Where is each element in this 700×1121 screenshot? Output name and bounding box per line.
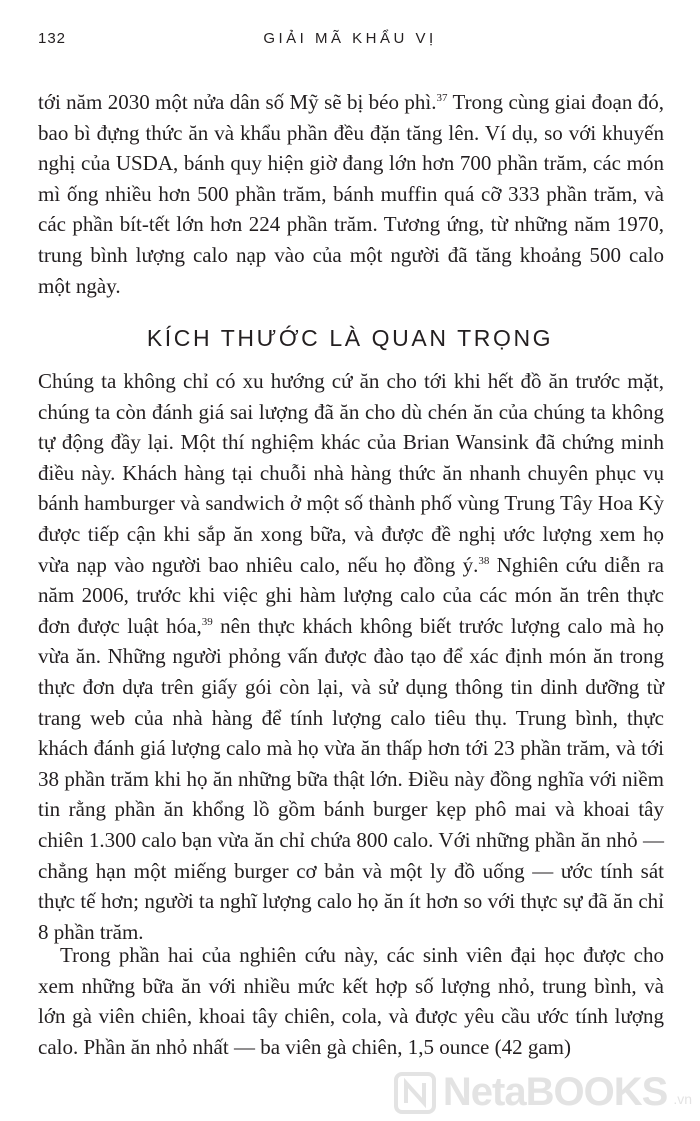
watermark-brand: NetaBOOKS bbox=[442, 1070, 668, 1114]
page-header bbox=[0, 30, 700, 54]
watermark-suffix: .vn bbox=[673, 1091, 692, 1107]
section-heading: KÍCH THƯỚC LÀ QUAN TRỌNG bbox=[146, 325, 554, 351]
paragraph-1-text-b: Trong cùng giai đoạn đó, bao bì đựng thức ăn và khẩu phần đều đặn tăng lên. Ví dụ, so với khuyến nghị của USDA, bánh quy hiện giờ đang lớn hơn 700 phần trăm, các món mì ống nhiều hơn 500 phần trăm, bánh muffin quá cỡ 333 phần trăm, và các phần bít-tết lớn hơn 224 phần trăm. Tương ứng, từ những năm 1970, trung bình lượng calo nạp vào của một người đã tăng khoảng 500 calo một ngày. bbox=[38, 90, 664, 298]
paragraph-1-text-a: tới năm 2030 một nửa dân số Mỹ sẽ bị béo phì. bbox=[38, 90, 437, 114]
footnote-ref-38: 38 bbox=[478, 554, 490, 567]
footnote-ref-39: 39 bbox=[201, 615, 213, 628]
paragraph-3 bbox=[38, 940, 664, 1062]
footnote-ref-37: 37 bbox=[436, 92, 448, 104]
paragraph-1 bbox=[38, 87, 664, 301]
paragraph-2-part-2: Nghiên cứu diễn ra năm 2006, trước khi việc ghi hàm lượng calo của các món ăn trên thực đơn được luật hóa, bbox=[38, 552, 664, 638]
paragraph-2 bbox=[38, 366, 664, 947]
netabooks-logo-icon bbox=[393, 1071, 437, 1115]
page-number: 132 bbox=[38, 30, 67, 47]
running-title: GIẢI MÃ KHẨU VỊ bbox=[263, 30, 437, 47]
paragraph-3-text: Trong phần hai của nghiên cứu này, các sinh viên đại học được cho xem những bữa ăn với nhiều mức kết hợp số lượng nhỏ, trung bình, và lớn gà viên chiên, khoai tây chiên, cola, và được yêu cầu ước tính lượng calo. Phần ăn nhỏ nhất — ba viên gà chiên, 1,5 ounce (42 gam) bbox=[38, 943, 664, 1059]
paragraph-2-part-3: nên thực khách không biết trước lượng calo mà họ vừa ăn. Những người phỏng vấn được đào tạo để xác định món ăn trong thực đơn dựa trên giấy gói còn lại, và sử dụng thông tin dinh dưỡng từ trang web của nhà hàng để tính lượng calo tiêu thụ. Trung bình, thực khách đánh giá lượng calo mà họ vừa ăn thấp hơn tới 23 phần trăm, và tới 38 phần trăm khi họ ăn những bữa thật lớn. Điều này đồng nghĩa với niềm tin rằng phần ăn khổng lồ gồm bánh burger kẹp phô mai và khoai tây chiên 1.300 calo bạn vừa ăn chỉ chứa 800 calo. Với những phần ăn nhỏ — chẳng hạn một miếng burger cơ bản và một ly đồ uống — ước tính sát thực tế hơn; người ta nghĩ lượng calo họ ăn ít hơn so với thực sự đã ăn chỉ 8 phần trăm. bbox=[38, 613, 664, 944]
watermark bbox=[393, 1070, 692, 1115]
paragraph-2-part-1: Chúng ta không chỉ có xu hướng cứ ăn cho tới khi hết đồ ăn trước mặt, chúng ta còn đánh giá sai lượng đã ăn cho dù chén ăn của chúng ta không tự động đầy lại. Một thí nghiệm khác của Brian Wansink đã chứng minh điều này. Khách hàng tại chuỗi nhà hàng thức ăn nhanh chuyên phục vụ bánh hamburger và sandwich ở một số thành phố vùng Trung Tây Hoa Kỳ được tiếp cận khi sắp ăn xong bữa, và được đề nghị ước lượng xem họ vừa nạp vào người bao nhiêu calo, nếu họ đồng ý. bbox=[38, 369, 664, 577]
